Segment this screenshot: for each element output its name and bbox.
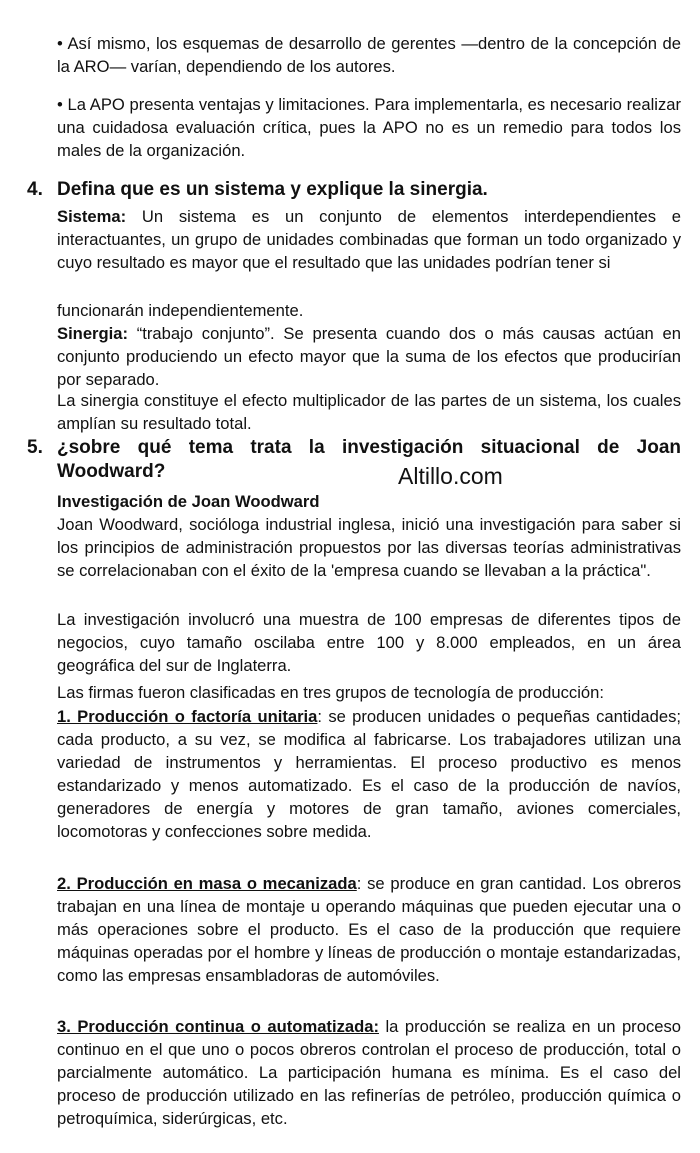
sinergia-label: Sinergia: [57, 324, 129, 343]
question-4-title: Defina que es un sistema y explique la sinergia. [57, 179, 488, 200]
bullet-paragraph-2: • La APO presenta ventajas y limitaciones. Para implementarla, es necesario realizar una cuidadosa evaluación crítica, pues la APO no es un remedio para todos los males de la organización. [57, 95, 681, 160]
sinergia-continuation: La sinergia constituye el efecto multiplicador de las partes de un sistema, los cuales amplían su resultado total. [57, 391, 681, 433]
sistema-text: Un sistema es un conjunto de elementos interdependientes e interactuantes, un grupo de unidades combinadas que forman un todo organizado y cuyo resultado es mayor que el resultado que las unidades podrían tener si [57, 207, 681, 272]
question-5-number: 5. [27, 437, 43, 458]
woodward-subheading: Investigación de Joan Woodward [57, 492, 320, 511]
sistema-paragraph [57, 205, 681, 274]
sinergia-text: “trabajo conjunto”. Se presenta cuando dos o más causas actúan en conjunto produciendo un efecto mayor que la suma de los efectos que producirían por separado. [57, 324, 681, 389]
item-1-label: 1. Producción o factoría unitaria [57, 707, 318, 726]
item-2-text: : se produce en gran cantidad. Los obreros trabajan en una línea de montaje u operando máquinas que pueden ejecutar una o más operaciones sobre el producto. Es el caso de la producción que requiere máquinas operadas por el hombre y líneas de producción o montaje estandarizadas, como las empresas ensambladoras de automóviles. [57, 874, 681, 985]
sinergia-paragraph [57, 322, 681, 391]
woodward-paragraph-2: La investigación involucró una muestra de 100 empresas de diferentes tipos de negocios, cuyo tamaño oscilaba entre 100 y 8.000 empleados, en un área geográfica del sur de Inglaterra. [57, 610, 681, 675]
sistema-continuation: funcionarán independientemente. [57, 301, 304, 320]
sistema-label: Sistema: [57, 207, 127, 226]
item-2-label: 2. Producción en masa o mecanizada [57, 874, 357, 893]
item-3-label: 3. Producción continua o automatizada: [57, 1017, 379, 1036]
production-item-3 [57, 1015, 681, 1130]
bullet-paragraph-1: • Así mismo, los esquemas de desarrollo de gerentes —dentro de la concepción de la ARO— varían, dependiendo de los autores. [57, 34, 681, 76]
woodward-paragraph-1: Joan Woodward, socióloga industrial inglesa, inició una investigación para saber si los principios de administración propuestos por las diversas teorías administrativas se correlacionaban con el éxito de la 'empresa cuando se llevaban a la práctica". [57, 515, 681, 580]
altillo-watermark: Altillo.com [398, 463, 503, 489]
production-item-1 [57, 705, 681, 843]
production-item-2 [57, 872, 681, 987]
question-4-number: 4. [27, 179, 43, 200]
item-1-text: : se producen unidades o pequeñas cantidades; cada producto, a su vez, se modifica al fabricarse. Los trabajadores utilizan una variedad de instrumentos y herramientas. El proceso productivo es menos estandarizado y menos automatizado. Es el caso de la producción de navíos, generadores de energía y motores de gran tamaño, aviones comerciales, locomotoras y confecciones sobre medida. [57, 707, 681, 841]
woodward-paragraph-3: Las firmas fueron clasificadas en tres grupos de tecnología de producción: [57, 683, 604, 702]
item-3-text: la producción se realiza en un proceso continuo en el que uno o pocos obreros controlan el proceso de producción, total o parcialmente automático. La participación humana es mínima. Es el caso del proceso de producción utilizado en las refinerías de petróleo, producción química o petroquímica, siderúrgicas, etc. [57, 1017, 681, 1128]
question-5-title: ¿sobre qué tema trata la investigación situacional de Joan Woodward? [57, 437, 681, 482]
